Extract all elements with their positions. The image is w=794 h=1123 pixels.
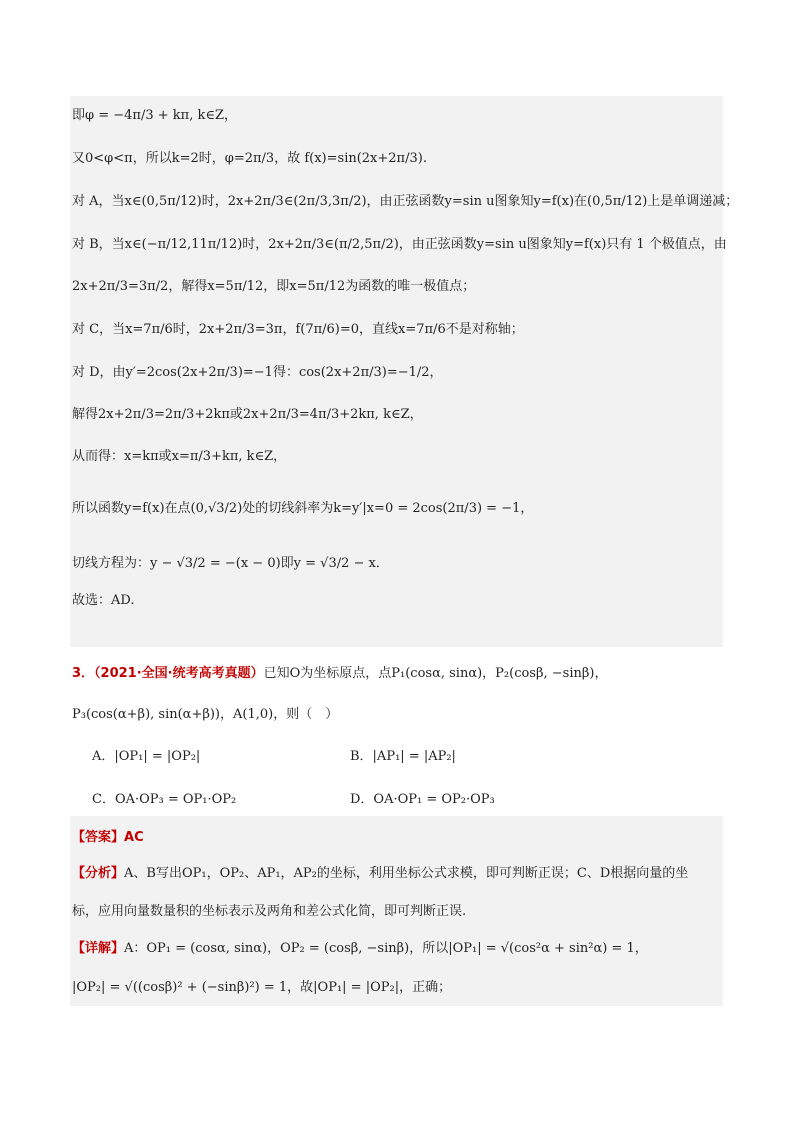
- solution-line-11: 切线方程为：y − √3/2 = −(x − 0)即y = √3/2 − x．: [72, 556, 389, 571]
- solution-line-5: 2x+2π/3=3π/2，解得x=5π/12，即x=5π/12为函数的唯一极值点；: [72, 279, 476, 294]
- analysis-line-1-wrap: [72, 862, 688, 881]
- solution-line-12: 故选：AD.: [72, 593, 135, 608]
- question-stem-line-2: P₃(cos(α+β), sin(α+β))，A(1,0)，则（ ）: [72, 707, 339, 722]
- answer-value: AC: [124, 830, 144, 845]
- solution-line-2: 又0<φ<π，所以k=2时，φ=2π/3，故 f(x)=sin(2x+2π/3).: [72, 151, 427, 166]
- solution-line-6: 对 C，当x=7π/6时，2x+2π/3=3π，f(7π/6)=0，直线x=7π/6不是对称轴；: [72, 322, 524, 337]
- option-a: A．|OP₁| = |OP₂|: [92, 749, 201, 764]
- option-b: B．|AP₁| = |AP₂|: [350, 749, 456, 764]
- question-stem: [72, 662, 607, 681]
- solution-line-8: 解得2x+2π/3=2π/3+2kπ或2x+2π/3=4π/3+2kπ, k∈Z，: [72, 407, 423, 422]
- option-c: C．OA·OP₃ = OP₁·OP₂: [92, 792, 237, 807]
- option-d: D．OA·OP₁ = OP₂·OP₃: [350, 792, 495, 807]
- solution-line-3: 对 A，当x∈(0,5π/12)时，2x+2π/3∈(2π/3,3π/2)，由正弦函数y=sin u图象知y=f(x)在(0,5π/12)上是单调递减；: [72, 194, 739, 209]
- question-stem-line-1: 已知O为坐标原点，点P₁(cosα, sinα)，P₂(cosβ, −sinβ)，: [263, 666, 608, 681]
- answer-band: [70, 816, 723, 852]
- solution-line-1: 即φ = −4π/3 + kπ, k∈Z，: [72, 108, 237, 123]
- answer-line: [72, 826, 144, 845]
- solution-line-7: 对 D，由y′=2cos(2x+2π/3)=−1得：cos(2x+2π/3)=−1/2，: [72, 365, 443, 380]
- question-number: 3．: [72, 666, 95, 681]
- solution-line-4: 对 B，当x∈(−π/12,11π/12)时，2x+2π/3∈(π/2,5π/2)，由正弦函数y=sin u图象知y=f(x)只有 1 个极值点，由: [72, 237, 727, 252]
- question-source: （2021·全国·统考高考真题）: [94, 666, 264, 681]
- solution-line-9: 从而得：x=kπ或x=π/3+kπ, k∈Z，: [72, 449, 287, 464]
- detail-label: 【详解】: [72, 941, 125, 956]
- detail-line-1: A：OP₁ = (cosα, sinα)，OP₂ = (cosβ, −sinβ)，所以|OP₁| = √(cos²α + sin²α) = 1，: [124, 941, 648, 956]
- analysis-line-1: A、B写出OP₁，OP₂、AP₁，AP₂的坐标，利用坐标公式求模，即可判断正误；C、D根据向量的坐: [124, 866, 689, 881]
- detail-line-1-wrap: [72, 937, 648, 956]
- analysis-line-2: 标，应用向量数量积的坐标表示及两角和差公式化简，即可判断正误.: [72, 904, 467, 919]
- answer-label: 【答案】: [72, 830, 125, 845]
- analysis-label: 【分析】: [72, 866, 125, 881]
- detail-line-2: |OP₂| = √((cosβ)² + (−sinβ)²) = 1，故|OP₁| = |OP₂|，正确；: [72, 980, 452, 995]
- solution-line-10: 所以函数y=f(x)在点(0,√3/2)处的切线斜率为k=y′|x=0 = 2cos(2π/3) = −1，: [72, 501, 534, 516]
